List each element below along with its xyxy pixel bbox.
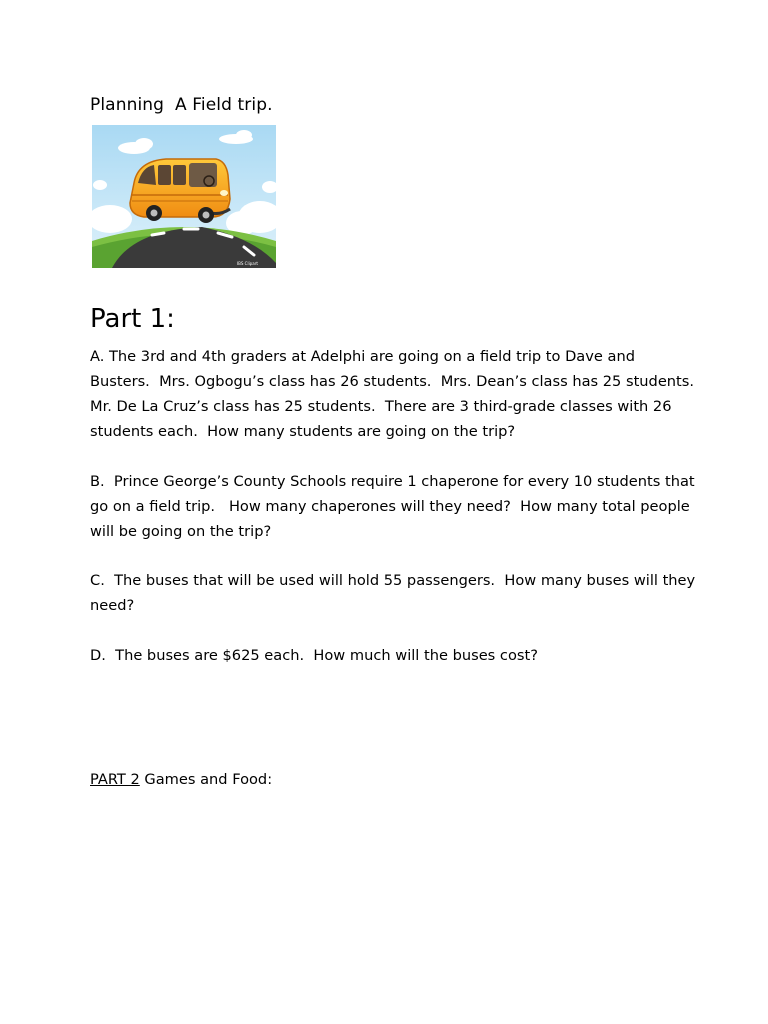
problem-line: B. Prince George’s County Schools require 1 chaperone for every 10 students that	[90, 473, 695, 490]
problem-line: Busters. Mrs. Ogbogu’s class has 26 students. Mrs. Dean’s class has 25 students.	[90, 373, 695, 390]
part1-heading: Part 1:	[90, 304, 175, 334]
problem-line: will be going on the trip?	[90, 523, 272, 540]
illustration-credit: IBS Clipart	[237, 261, 258, 266]
part2-heading	[90, 767, 272, 792]
bus-body	[130, 159, 230, 223]
school-bus-icon	[92, 125, 276, 268]
problem-line: Mr. De La Cruz’s class has 25 students. There are 3 third-grade classes with 26	[90, 398, 672, 415]
problem-line: go on a field trip. How many chaperones will they need? How many total people	[90, 498, 690, 515]
part2-label: PART 2	[90, 771, 140, 788]
problem-line: C. The buses that will be used will hold 55 passengers. How many buses will they	[90, 572, 696, 589]
problem-c	[90, 568, 696, 618]
part2-text: Games and Food:	[139, 771, 273, 788]
problem-d	[90, 643, 690, 668]
problem-a	[90, 344, 695, 444]
problem-line: need?	[90, 597, 135, 614]
problem-b	[90, 469, 695, 544]
problem-line: D. The buses are $625 each. How much will the buses cost?	[90, 647, 538, 664]
school-bus-illustration	[92, 125, 276, 268]
problem-line: students each. How many students are going on the trip?	[90, 423, 516, 440]
problem-line: A. The 3rd and 4th graders at Adelphi are going on a field trip to Dave and	[90, 348, 635, 365]
page-title: Planning A Field trip.	[90, 95, 273, 115]
